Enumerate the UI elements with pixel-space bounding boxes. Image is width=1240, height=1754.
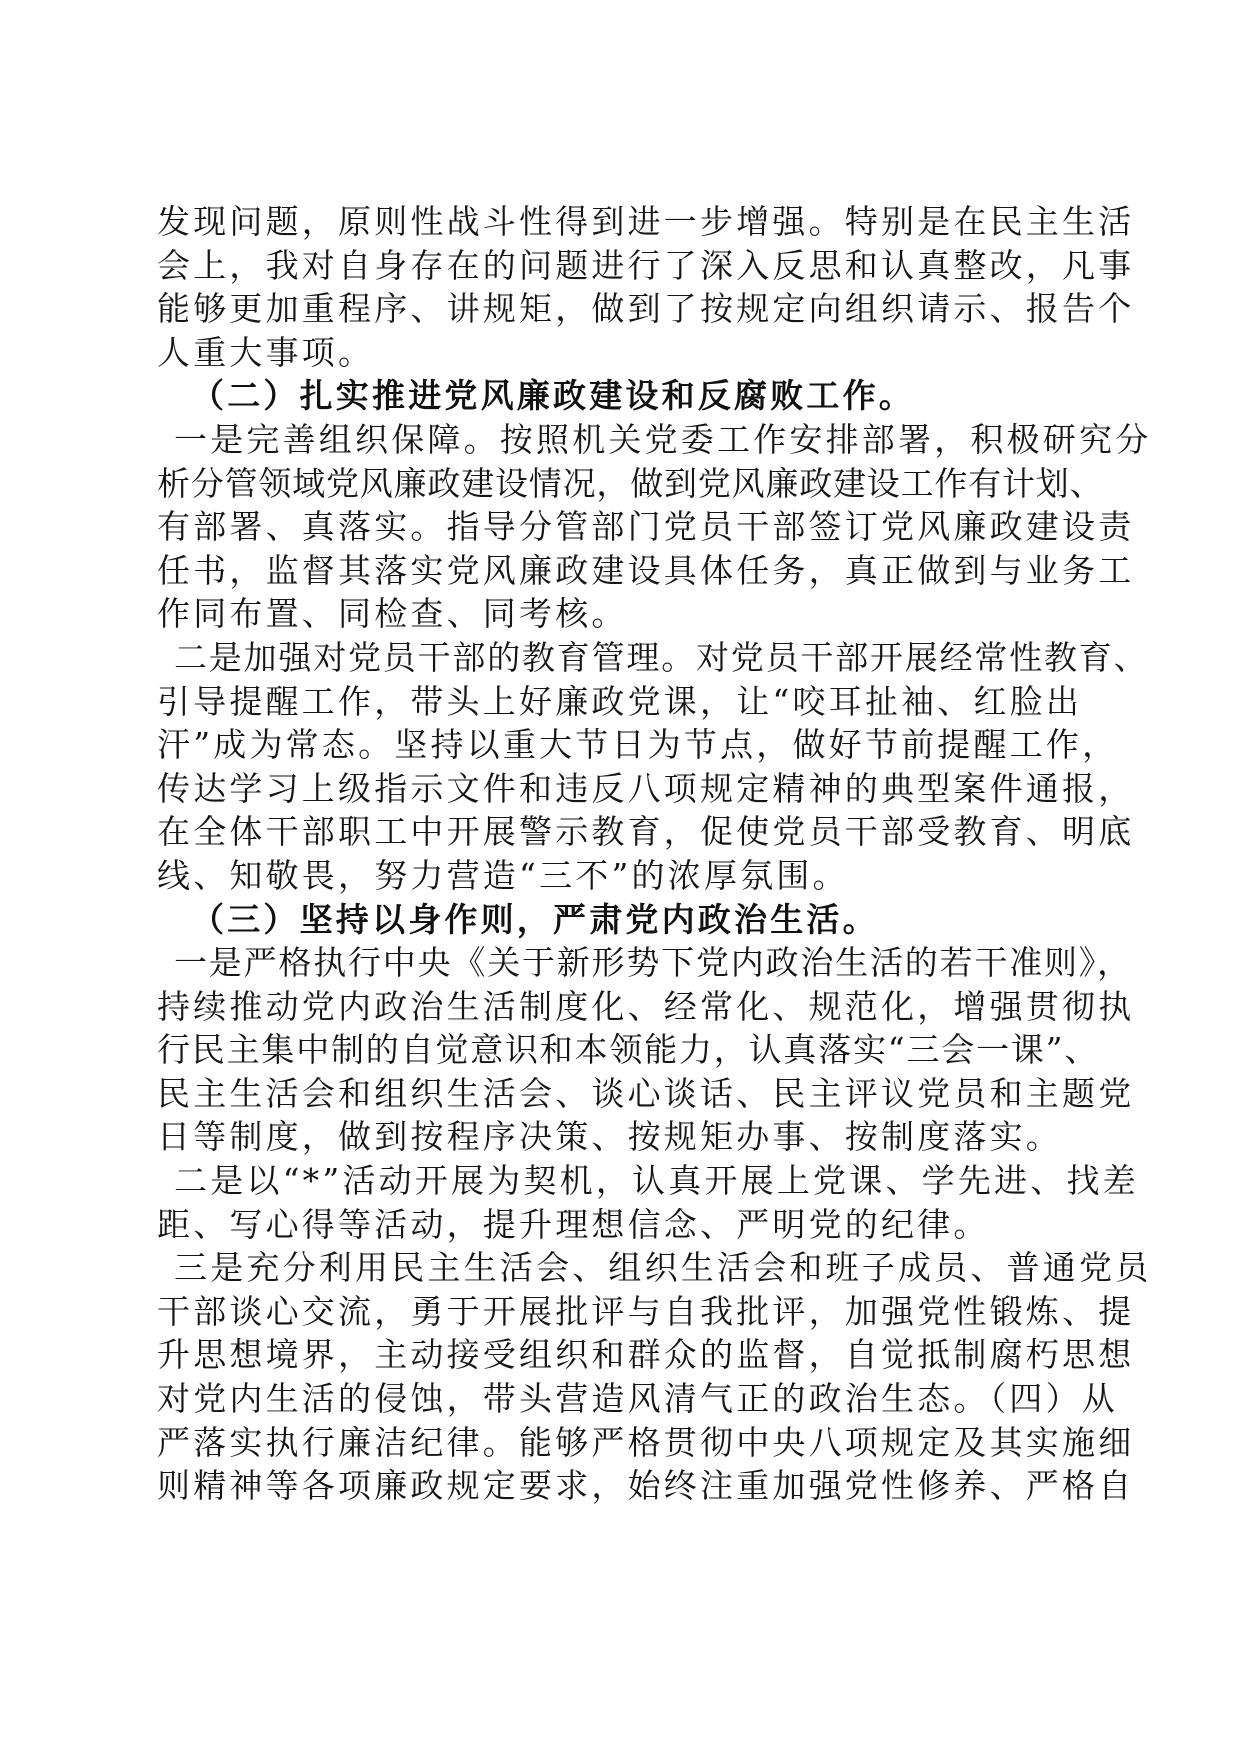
section-heading-2: （二）扎实推进党风廉政建设和反腐败工作。: [191, 376, 915, 416]
text-line: 行民主集中制的自觉意识和本领能力，认真落实“三会一课”、: [157, 1030, 1100, 1070]
text-line: 一是完善组织保障。按照机关党委工作安排部署，积极研究分: [174, 419, 1152, 459]
text-line: 汗”成为常态。坚持以重大节日为节点，做好节前提醒工作，: [157, 725, 1119, 765]
text-line: 对党内生活的侵蚀，带头营造风清气正的政治生态。（四）从: [157, 1379, 1118, 1419]
text-line: 严落实执行廉洁纪律。能够严格贯彻中央八项规定及其实施细: [157, 1422, 1135, 1462]
text-line: 线、知敬畏，努力营造“三不”的浓厚氛围。: [157, 855, 849, 895]
text-line: 二是以“*”活动开展为契机，认真开展上党课、学先进、找差: [174, 1161, 1139, 1201]
text-line: 能够更加重程序、讲规矩，做到了按规定向组织请示、报告个: [157, 289, 1135, 329]
text-line: 人重大事项。: [157, 332, 375, 372]
text-line: 则精神等各项廉政规定要求，始终注重加强党性修养、严格自: [157, 1466, 1135, 1506]
text-line: 日等制度，做到按程序决策、按规矩办事、按制度落实。: [157, 1117, 1062, 1157]
text-line: 会上，我对自身存在的问题进行了深入反思和认真整改，凡事: [157, 245, 1135, 285]
text-line: 有部署、真落实。指导分管部门党员干部签订党风廉政建设责: [157, 507, 1135, 547]
text-line: 民主生活会和组织生活会、谈心谈话、民主评议党员和主题党: [157, 1073, 1135, 1113]
text-line: 作同布置、同检查、同考核。: [157, 594, 628, 634]
text-line: 距、写心得等活动，提升理想信念、严明党的纪律。: [157, 1204, 990, 1244]
text-line: 二是加强对党员干部的教育管理。对党员干部开展经常性教育、: [174, 637, 1149, 677]
text-line: 升思想境界，主动接受组织和群众的监督，自觉抵制腐朽思想: [157, 1335, 1135, 1375]
section-heading-3: （三）坚持以身作则，严肃党内政治生活。: [191, 899, 879, 939]
text-line: 析分管领域党风廉政建设情况，做到党风廉政建设工作有计划、: [157, 463, 1104, 503]
text-line: 发现问题，原则性战斗性得到进一步增强。特别是在民主生活: [157, 202, 1135, 241]
text-line: 三是充分利用民主生活会、组织生活会和班子成员、普通党员: [174, 1248, 1152, 1288]
text-line: 任书，监督其落实党风廉政建设具体任务，真正做到与业务工: [157, 550, 1135, 590]
text-line: 一是严格执行中央《关于新形势下党内政治生活的若干准则》，: [174, 943, 1132, 983]
text-line: 在全体干部职工中开展警示教育，促使党员干部受教育、明底: [157, 812, 1135, 852]
text-line: 传达学习上级指示文件和违反八项规定精神的典型案件通报，: [157, 768, 1135, 808]
text-line: 引导提醒工作，带头上好廉政党课，让“咬耳扯袖、红脸出: [157, 681, 1083, 721]
text-line: 干部谈心交流，勇于开展批评与自我批评，加强党性锻炼、提: [157, 1291, 1135, 1331]
document-body: [157, 200, 1152, 1508]
text-line: 持续推动党内政治生活制度化、经常化、规范化，增强贯彻执: [157, 986, 1135, 1026]
